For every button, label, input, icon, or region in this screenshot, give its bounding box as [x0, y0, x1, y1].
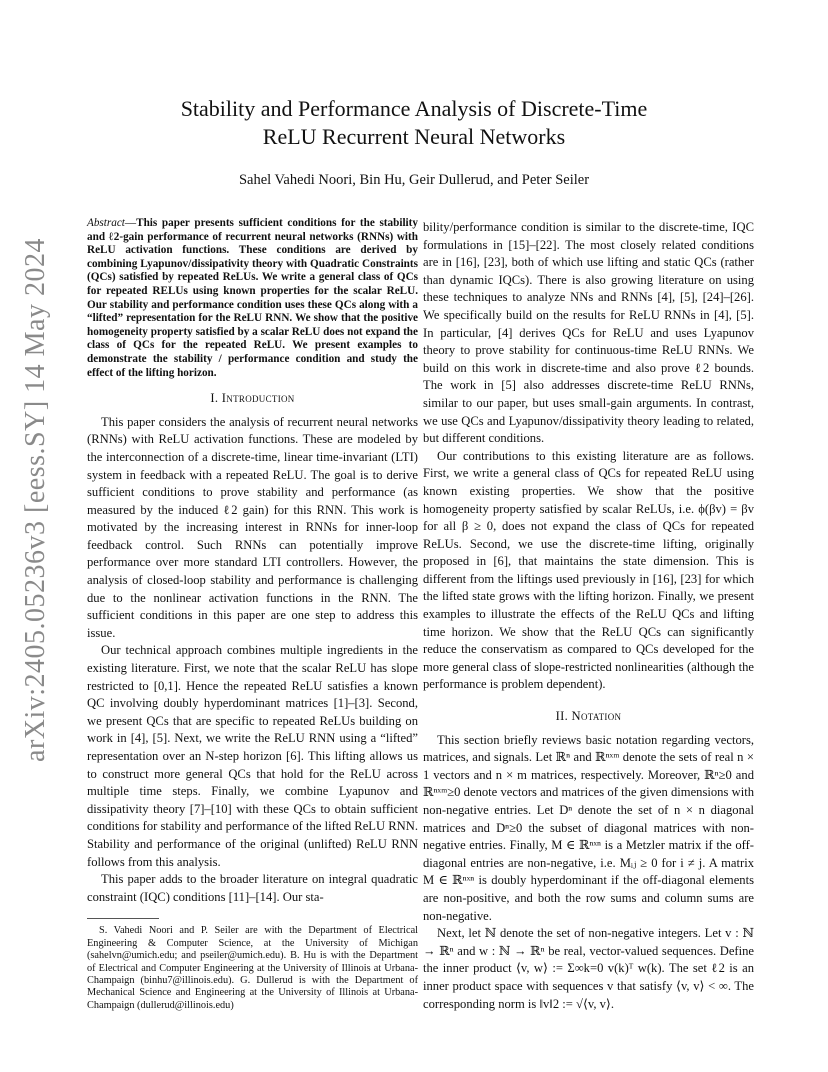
title-line-1: Stability and Performance Analysis of Discrete-Time: [180, 96, 648, 121]
notation-paragraph-2: Next, let ℕ denote the set of non-negative integers. Let v : ℕ → ℝⁿ and w : ℕ → ℝⁿ be real, vector-valued sequences. Define the inner product ⟨v, w⟩ := Σ∞k=0 v(k)ᵀ w(k). The set ℓ2 is an inner product space with sequences v that satisfy ⟨v, v⟩ < ∞. The corresponding norm is ‖v‖2 := √⟨v, v⟩.: [423, 926, 754, 1011]
notation-paragraph-1: This section briefly reviews basic notation regarding vectors, matrices, and signals. Let ℝⁿ and ℝⁿˣᵐ denote the sets of real n × 1 vectors and n × m matrices, respectively. Moreover, ℝⁿ≥0 and ℝⁿˣᵐ≥0 denote vectors and matrices of the given dimensions with non-negative entries. Let Dⁿ denote the set of n × n diagonal matrices and Dⁿ≥0 the subset of diagonal matrices with non-negative entries. Finally, M ∈ ℝⁿˣⁿ is a Metzler matrix if the off-diagonal entries are non-negative, i.e. Mᵢⱼ ≥ 0 for i ≠ j. A matrix M ∈ ℝⁿˣⁿ is doubly hyperdominant if the off-diagonal elements are non-positive, and both the row sums and column sums are non-negative.: [423, 732, 754, 923]
arxiv-stamp: [8, 240, 64, 760]
right-paragraph-1: bility/performance condition is similar to the discrete-time, IQC formulations in [15]–[22]. The most closely related conditions are in [16], [23], both of which use lifting and static QCs (rather than dynamic IQCs). There is also growing literature on using these techniques to analyze NNs and RNNs [4], [5], [24]–[26]. We specifically build on the results for ReLU RNNs in [4], [5]. In particular, [4] derives QCs for ReLU and uses Lyapunov theory to prove stability for continuous-time ReLU RNNs. We build on this work in discrete-time and also prove ℓ2 bounds. The work in [5] also addresses discrete-time ReLU RNNs, similar to our paper, but uses small-gain arguments. In contrast, we use QCs and Lyapunov/dissipativity theory leading to related, but different conditions.: [423, 220, 754, 446]
intro-paragraph-2: Our technical approach combines multiple ingredients in the existing literature. First, we note that the scalar ReLU has slope restricted to [0,1]. Hence the repeated ReLU satisfies a known QC involving doubly hyperdominant matrices [1]–[3]. Second, we present QCs that are specific to repeated ReLUs building on work in [4], [5]. Next, we write the ReLU RNN using a “lifted” representation over an N-step horizon [6]. This lifting allows us to construct more general QCs that hold for the ReLU across multiple time steps. Finally, we combine Lyapunov and dissipativity theory [7]–[10] with these QCs to obtain sufficient conditions for stability and performance of the lifted ReLU RNN. Stability and performance of the original (unlifted) ReLU RNN follows from this analysis.: [87, 643, 418, 869]
section-number: I.: [210, 391, 219, 406]
section-name: Introduction: [221, 391, 295, 406]
section-heading-notation: [423, 708, 754, 726]
intro-paragraph-3: This paper adds to the broader literature on integral quadratic constraint (IQC) conditions [11]–[14]. Our sta-: [87, 872, 418, 904]
abstract-dash: —: [124, 217, 137, 229]
paper-title: [80, 95, 748, 151]
section-number: II.: [555, 709, 569, 724]
right-column: [423, 219, 754, 1013]
abstract-text: This paper presents sufficient conditions for the stability and ℓ2-gain performance of recurrent neural networks (RNNs) with ReLU activation functions. These conditions are derived by combining Lyapunov/dissipativity theory with Quadratic Constraints (QCs) satisfied by repeated ReLUs. We write a general class of QCs for repeated RELUs using known properties for the scalar ReLU. Our stability and performance condition uses these QCs along with a “lifted” representation for the ReLU RNN. We show that the positive homogeneity property satisfied by a scalar ReLU does not expand the class of QCs for the repeated ReLU. We present examples to demonstrate the stability / performance condition and study the effect of the lifting horizon.: [87, 217, 418, 379]
section-heading-introduction: [87, 390, 418, 408]
abstract-label: Abstract: [87, 217, 125, 229]
intro-paragraph-1: This paper considers the analysis of recurrent neural networks (RNNs) with ReLU activation functions. These are modeled by the interconnection of a discrete-time, linear time-invariant (LTI) system in feedback with a repeated ReLU. The goal is to derive sufficient conditions to prove stability and performance (as measured by the induced ℓ2 gain) for this RNN. This work is motivated by the increasing interest in RNNs for inner-loop feedback control. Such RNNs can potentially improve performance over more standard LTI controllers. However, the analysis of closed-loop stability and performance is challenging due to the nonlinear activation functions in the RNN. The sufficient conditions in this paper are one step to address this issue.: [87, 414, 418, 640]
footnote-rule: [87, 918, 159, 919]
left-column: [87, 217, 418, 1012]
arxiv-stamp-text: arXiv:2405.05236v3 [eess.SY] 14 May 2024: [20, 238, 52, 762]
author-list: Sahel Vahedi Noori, Bin Hu, Geir Dullerud, and Peter Seiler: [238, 172, 590, 188]
affiliation-footnote: S. Vahedi Noori and P. Seiler are with the Department of Electrical Engineering & Computer Science, at the University of Michigan (sahelvn@umich.edu; and pseiler@umich.edu). B. Hu is with the Department of Electrical and Computer Engineering at the University of Illinois at Urbana-Champaign (binhu7@illinois.edu). G. Dullerud is with the Department of Mechanical Science and Engineering at the University of Illinois at Urbana-Champaign (dullerud@illinois.edu): [87, 925, 418, 1011]
section-name: Notation: [571, 709, 622, 724]
abstract: [87, 217, 418, 380]
contributions-paragraph: Our contributions to this existing literature are as follows. First, we write a general class of QCs for repeated ReLU using known existing properties. We show that the positive homogeneity property satisfied by scalar ReLUs, i.e. ϕ(βv) = βv for all β ≥ 0, does not expand the class of QCs for repeated ReLUs. Second, we use the discrete-time lifting, originally proposed in [6], that maintains the state dimension. This is different from the liftings used previously in [16], [23] for which the lifted state grows with the lifting horizon. Finally, we present examples to illustrate the effects of the ReLU QCs and lifting time horizon. We show that the ReLU QCs can significantly reduce the conservatism as compared to QCs developed for the more general class of slope-restricted nonlinearities (although the performance is problem dependent).: [423, 448, 754, 692]
title-line-2: ReLU Recurrent Neural Networks: [262, 124, 566, 149]
